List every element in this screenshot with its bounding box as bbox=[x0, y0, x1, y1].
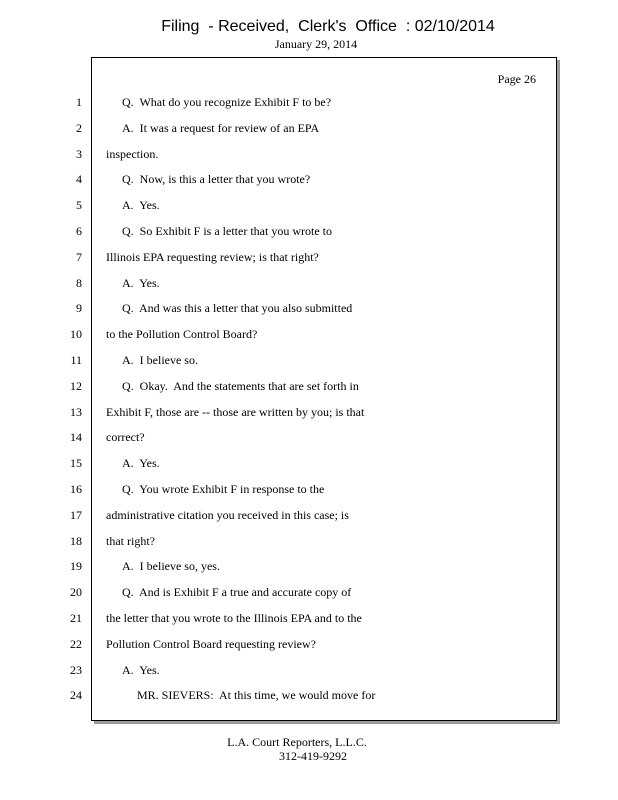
testimony-line: that right? bbox=[106, 533, 155, 548]
testimony-text bbox=[106, 94, 526, 713]
line-number: 20 bbox=[70, 585, 82, 600]
testimony-line: A. I believe so. bbox=[122, 352, 198, 367]
line-number: 11 bbox=[70, 352, 82, 367]
line-number: 15 bbox=[70, 456, 82, 471]
testimony-line: MR. SIEVERS: At this time, we would move for bbox=[137, 688, 376, 703]
transcript-date: January 29, 2014 bbox=[274, 37, 358, 51]
testimony-line: A. Yes. bbox=[122, 198, 160, 213]
line-number: 8 bbox=[76, 275, 82, 290]
testimony-line: Q. So Exhibit F is a letter that you wrote to bbox=[122, 223, 332, 238]
testimony-line: Q. And is Exhibit F a true and accurate copy of bbox=[122, 585, 352, 600]
line-number: 18 bbox=[70, 533, 82, 548]
testimony-line: the letter that you wrote to the Illinois EPA and to the bbox=[106, 610, 362, 625]
testimony-line: inspection. bbox=[106, 146, 159, 161]
testimony-line: Q. And was this a letter that you also submitted bbox=[122, 301, 353, 316]
court-reporter-name: L.A. Court Reporters, L.L.C. bbox=[227, 735, 367, 749]
testimony-line: Pollution Control Board requesting review? bbox=[106, 636, 316, 651]
line-number: 22 bbox=[70, 636, 82, 651]
line-number: 13 bbox=[70, 404, 82, 419]
testimony-line: Q. Now, is this a letter that you wrote? bbox=[122, 172, 311, 187]
testimony-line: A. Yes. bbox=[122, 662, 160, 677]
line-number: 21 bbox=[70, 610, 82, 625]
testimony-line: A. Yes. bbox=[122, 275, 160, 290]
testimony-line: administrative citation you received in this case; is bbox=[106, 507, 349, 522]
line-number: 6 bbox=[76, 223, 82, 238]
testimony-line: correct? bbox=[106, 430, 145, 445]
line-number: 17 bbox=[70, 507, 82, 522]
testimony-line: A. Yes. bbox=[122, 456, 160, 471]
line-number: 3 bbox=[76, 146, 82, 161]
line-number: 24 bbox=[70, 688, 82, 703]
line-number: 4 bbox=[76, 172, 82, 187]
testimony-line: Illinois EPA requesting review; is that right? bbox=[106, 249, 319, 264]
testimony-line: A. It was a request for review of an EPA bbox=[122, 120, 320, 135]
court-reporter-phone: 312-419-9292 bbox=[279, 749, 347, 763]
line-number: 1 bbox=[76, 95, 82, 109]
testimony-line: to the Pollution Control Board? bbox=[106, 327, 258, 342]
testimony-line: Q. What do you recognize Exhibit F to be? bbox=[122, 95, 332, 109]
reporter-footer bbox=[0, 735, 618, 763]
line-number: 7 bbox=[76, 249, 82, 264]
line-number: 19 bbox=[70, 559, 82, 574]
line-number: 9 bbox=[76, 301, 82, 316]
line-number: 2 bbox=[76, 120, 82, 135]
line-number-column bbox=[58, 94, 82, 713]
filing-stamp: Filing - Received, Clerk's Office : 02/10/2014 bbox=[161, 18, 495, 35]
testimony-line: Q. Okay. And the statements that are set forth in bbox=[122, 378, 359, 393]
line-number: 10 bbox=[70, 327, 82, 342]
testimony-line: A. I believe so, yes. bbox=[122, 559, 220, 574]
testimony-line: Q. You wrote Exhibit F in response to the bbox=[122, 481, 325, 496]
line-number: 14 bbox=[70, 430, 82, 445]
line-number: 16 bbox=[70, 481, 82, 496]
line-number: 23 bbox=[70, 662, 82, 677]
page-number: Page 26 bbox=[497, 72, 536, 86]
testimony-line: Exhibit F, those are -- those are written by you; is that bbox=[106, 404, 365, 419]
line-number: 5 bbox=[76, 198, 82, 213]
line-number: 12 bbox=[70, 378, 82, 393]
